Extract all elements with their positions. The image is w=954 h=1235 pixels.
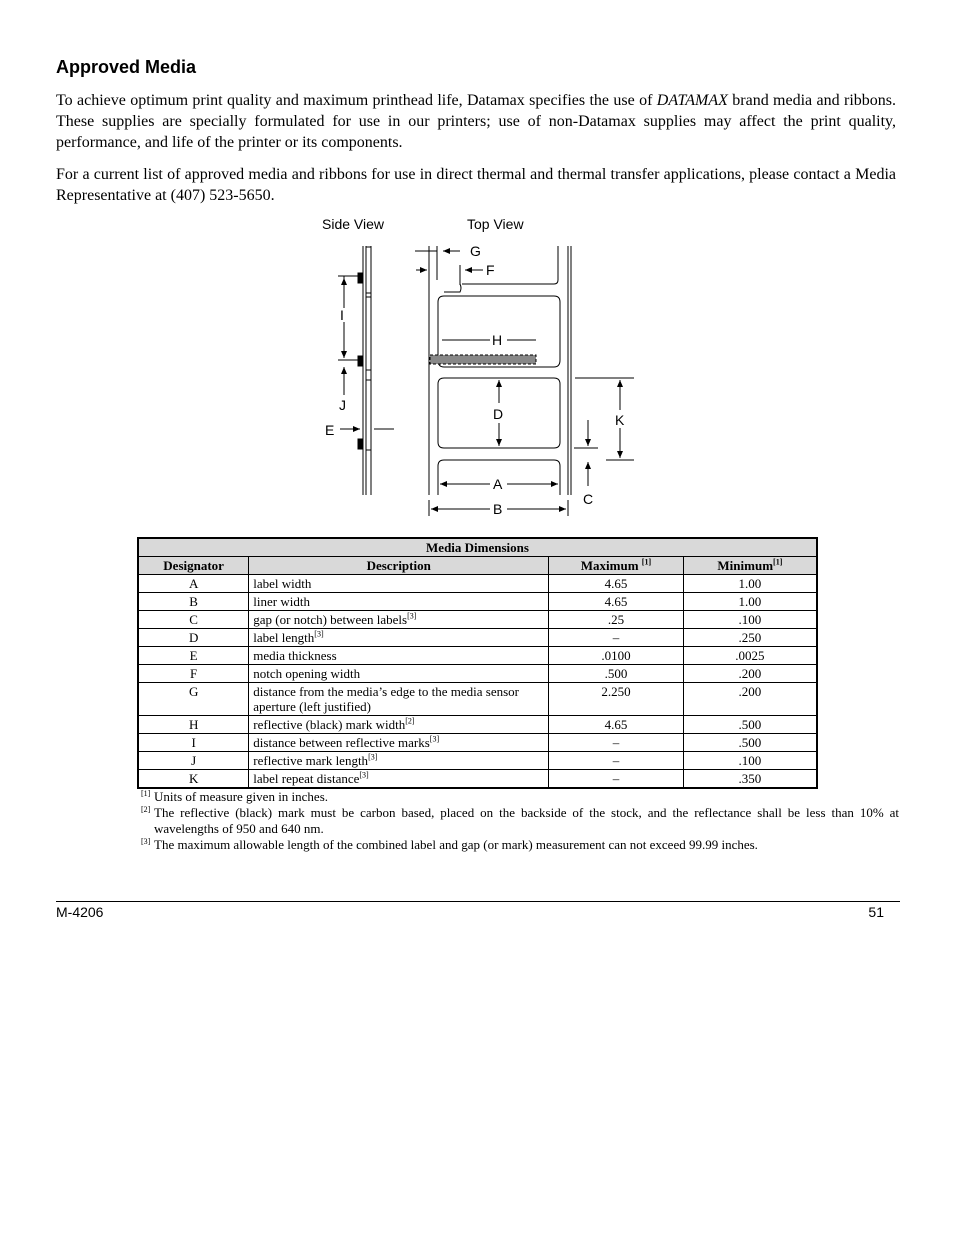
cell-minimum: .500 — [683, 716, 817, 734]
page-heading: Approved Media — [56, 57, 197, 77]
cell-description — [249, 752, 549, 770]
media-dimensions-table — [137, 537, 818, 789]
description-text: reflective mark length — [253, 753, 369, 768]
label-j: J — [339, 397, 346, 413]
header-minimum-text: Minimum — [717, 558, 774, 573]
table-title-row — [138, 538, 817, 557]
cell-minimum: .250 — [683, 629, 817, 647]
cell-designator: B — [138, 593, 249, 611]
cell-designator: H — [138, 716, 249, 734]
cell-minimum: .200 — [683, 683, 817, 716]
cell-description — [249, 683, 549, 716]
description-text: liner width — [253, 594, 310, 609]
label-d: D — [493, 406, 504, 422]
label-c: C — [583, 491, 594, 507]
cell-minimum: .100 — [683, 752, 817, 770]
cell-maximum: – — [549, 752, 684, 770]
cell-maximum: 4.65 — [549, 716, 684, 734]
brand-name: DATAMAX — [656, 92, 728, 109]
cell-maximum: – — [549, 629, 684, 647]
description-text: distance between reflective marks — [253, 735, 430, 750]
description-ref: [3] — [359, 770, 369, 780]
cell-minimum: 1.00 — [683, 575, 817, 593]
table-row — [138, 611, 817, 629]
cell-minimum: .100 — [683, 611, 817, 629]
cell-description — [249, 716, 549, 734]
cell-designator: C — [138, 611, 249, 629]
cell-description — [249, 647, 549, 665]
description-ref: [3] — [368, 752, 378, 762]
header-designator: Designator — [138, 557, 249, 575]
label-g: G — [470, 243, 481, 259]
cell-maximum: – — [549, 770, 684, 789]
intro-paragraph — [56, 90, 896, 153]
label-e: E — [325, 422, 335, 438]
description-ref: [3] — [407, 611, 417, 621]
footnote-marker: [3] — [141, 837, 151, 846]
footnote — [141, 837, 899, 853]
cell-minimum: .0025 — [683, 647, 817, 665]
description-ref: [3] — [429, 734, 440, 744]
side-view-label: Side View — [322, 216, 385, 232]
description-text: notch opening width — [253, 666, 361, 681]
cell-minimum: .350 — [683, 770, 817, 789]
cell-description — [249, 665, 549, 683]
cell-description — [249, 734, 549, 752]
footnote-text: The reflective (black) mark must be carbon based, placed on the backside of the stock, and the reflectance shall be less than 10% at wavelengths of 950 and 640 nm. — [154, 805, 899, 836]
footnote-marker: [2] — [141, 805, 151, 814]
intro-text-start: To achieve optimum print quality and maximum printhead life, Datamax specifies the use of — [56, 92, 657, 109]
cell-designator: E — [138, 647, 249, 665]
cell-maximum: – — [549, 734, 684, 752]
footnote-text: The maximum allowable length of the combined label and gap (or mark) measurement can not exceed 99.99 inches. — [154, 837, 758, 852]
table-row — [138, 716, 817, 734]
description-text: reflective (black) mark width — [253, 717, 406, 732]
label-a: A — [493, 476, 503, 492]
intro-text-end: brand media and ribbons. These supplies are specially formulated for use in our printers; use of non-Datamax supplies may affect the print quality, performance, and life of the printer or its components. — [56, 92, 896, 151]
cell-designator: F — [138, 665, 249, 683]
label-k: K — [615, 412, 625, 428]
table-row — [138, 629, 817, 647]
footnote — [141, 805, 899, 837]
table-row — [138, 665, 817, 683]
table-row — [138, 647, 817, 665]
table-row — [138, 734, 817, 752]
description-text: label length — [253, 630, 315, 645]
footnotes — [141, 789, 899, 853]
header-description: Description — [249, 557, 549, 575]
cell-description — [249, 770, 549, 789]
description-text: label repeat distance — [253, 771, 360, 786]
label-f: F — [486, 262, 495, 278]
table-row — [138, 752, 817, 770]
cell-maximum: 4.65 — [549, 575, 684, 593]
cell-maximum: .0100 — [549, 647, 684, 665]
cell-minimum: 1.00 — [683, 593, 817, 611]
cell-designator: J — [138, 752, 249, 770]
cell-maximum: .500 — [549, 665, 684, 683]
media-dimensions-table-wrap — [137, 537, 818, 789]
cell-designator: K — [138, 770, 249, 789]
cell-minimum: .200 — [683, 665, 817, 683]
table-row — [138, 575, 817, 593]
media-diagram — [300, 210, 660, 525]
table-title: Media Dimensions — [138, 538, 817, 557]
footer-doc-id: M-4206 — [56, 904, 104, 920]
cell-designator: D — [138, 629, 249, 647]
description-text: media thickness — [253, 648, 337, 663]
header-maximum — [549, 557, 684, 575]
footnote-marker: [1] — [141, 789, 151, 798]
header-maximum-ref: [1] — [641, 557, 652, 567]
cell-designator: I — [138, 734, 249, 752]
header-maximum-text: Maximum — [580, 558, 639, 573]
table-row — [138, 593, 817, 611]
cell-designator: G — [138, 683, 249, 716]
cell-designator: A — [138, 575, 249, 593]
top-view-label: Top View — [467, 216, 524, 232]
footer-divider — [56, 901, 900, 902]
cell-description — [249, 611, 549, 629]
footnote — [141, 789, 899, 805]
label-h: H — [492, 332, 503, 348]
description-ref: [2] — [405, 716, 415, 726]
table-header-row — [138, 557, 817, 575]
label-i: I — [340, 307, 344, 323]
cell-description — [249, 575, 549, 593]
contact-paragraph: For a current list of approved media and ribbons for use in direct thermal and thermal transfer applications, please contact a Media Representative at (407) 523-5650. — [56, 166, 896, 204]
description-text: gap (or notch) between labels — [253, 612, 408, 627]
cell-description — [249, 629, 549, 647]
table-row — [138, 770, 817, 789]
table-row — [138, 683, 817, 716]
cell-maximum: 4.65 — [549, 593, 684, 611]
footer-page-number: 51 — [868, 904, 884, 920]
header-minimum — [683, 557, 817, 575]
label-b: B — [493, 501, 503, 517]
cell-minimum: .500 — [683, 734, 817, 752]
cell-maximum: 2.250 — [549, 683, 684, 716]
description-ref: [3] — [314, 629, 324, 639]
cell-description — [249, 593, 549, 611]
description-text: distance from the media’s edge to the media sensor aperture (left justified) — [253, 684, 519, 714]
cell-maximum: .25 — [549, 611, 684, 629]
header-minimum-ref: [1] — [773, 557, 783, 567]
footnote-text: Units of measure given in inches. — [154, 789, 329, 804]
description-text: label width — [253, 576, 312, 591]
